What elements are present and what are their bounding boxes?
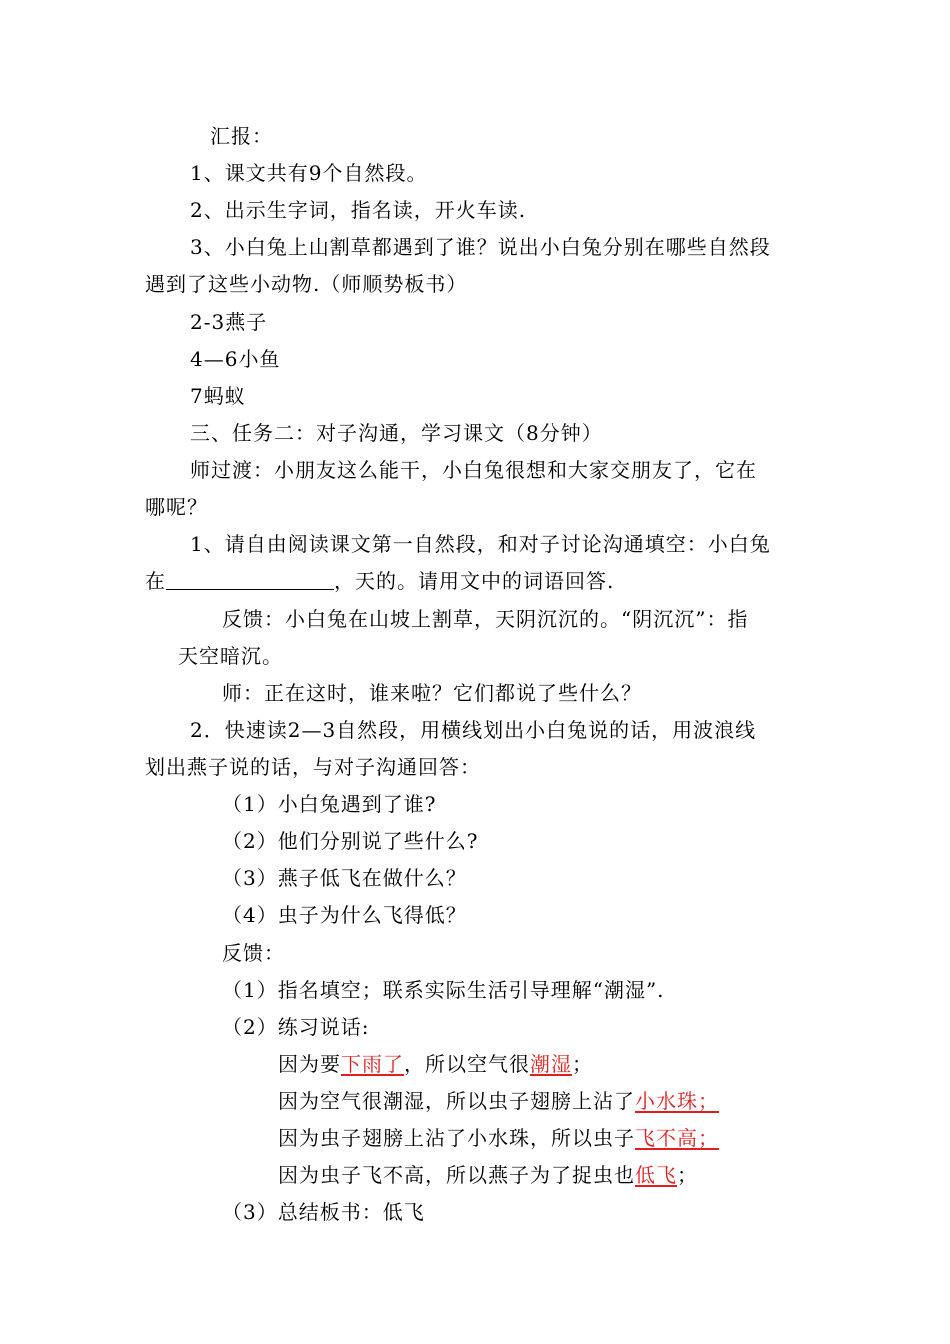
feedback-line: 反馈：小白兔在山坡上割草，天阴沉沉的。“阴沉沉”：指 xyxy=(222,607,749,631)
answer-cannot-fly-high: 飞不高 xyxy=(635,1126,698,1150)
task-two-heading: 三、任务二：对子沟通，学习课文（8分钟） xyxy=(190,421,603,445)
answer-fly-low: 低飞 xyxy=(635,1163,677,1187)
fill-blank xyxy=(166,569,334,590)
practice-sentence-1: 因为要下雨了，所以空气很潮湿； xyxy=(278,1052,593,1076)
board-item-swallow: 2-3燕子 xyxy=(190,310,268,334)
fast-read-instruction-cont: 划出燕子说的话，与对子沟通回答： xyxy=(145,755,481,779)
question-line: 3、小白兔上山割草都遇到了谁？说出小白兔分别在哪些自然段 xyxy=(190,235,771,259)
question-line-cont: 遇到了这些小动物.（师顺势板书） xyxy=(145,272,468,296)
paragraph-count-line: 1、课文共有9个自然段。 xyxy=(190,161,428,185)
feedback-line-cont: 天空暗沉。 xyxy=(178,644,283,668)
answer-humid: 潮湿 xyxy=(530,1052,572,1076)
practice-sentence-4: 因为虫子飞不高，所以燕子为了捉虫也低飞； xyxy=(278,1163,698,1187)
fill-blank-suffix: ，天的。请用文中的词语回答. xyxy=(334,569,615,593)
sub-question-2: （2）他们分别说了些什么? xyxy=(222,829,479,853)
sub-question-4: （4）虫子为什么飞得低？ xyxy=(222,903,467,927)
feedback-item-2: （2）练习说话: xyxy=(222,1015,370,1039)
sub-question-1: （1）小白兔遇到了谁? xyxy=(222,792,437,816)
board-item-fish: 4—6小鱼 xyxy=(190,347,281,371)
answer-water-drops: 小水珠 xyxy=(635,1089,698,1113)
practice-sentence-3: 因为虫子翅膀上沾了小水珠，所以虫子飞不高； xyxy=(278,1126,719,1150)
teacher-transition-cont: 哪呢？ xyxy=(145,495,208,519)
fast-read-instruction: 2．快速读2—3自然段，用横线划出小白兔说的话，用波浪线 xyxy=(190,718,757,742)
teacher-transition: 师过渡：小朋友这么能干，小白兔很想和大家交朋友了，它在 xyxy=(190,458,757,482)
feedback-item-3: （3）总结板书：低飞 xyxy=(222,1200,425,1224)
answer-rain: 下雨了 xyxy=(341,1052,404,1076)
teacher-question: 师：正在这时，谁来啦？它们都说了些什么？ xyxy=(222,681,642,705)
fill-blank-prefix: 在 xyxy=(145,569,166,593)
practice-sentence-2: 因为空气很潮湿，所以虫子翅膀上沾了小水珠； xyxy=(278,1089,719,1113)
feedback-heading: 反馈： xyxy=(222,941,285,965)
board-item-ant: 7蚂蚁 xyxy=(190,384,246,408)
fill-blank-instruction: 1、请自由阅读课文第一自然段，和对子讨论沟通填空：小白兔 xyxy=(190,532,771,556)
fill-blank-line xyxy=(145,563,614,599)
sub-question-3: （3）燕子低飞在做什么？ xyxy=(222,866,467,890)
feedback-item-1: （1）指名填空；联系实际生活引导理解“潮湿”. xyxy=(222,978,665,1002)
vocab-reading-line: 2、出示生字词，指名读，开火车读. xyxy=(190,198,527,222)
report-heading: 汇报： xyxy=(210,124,273,148)
